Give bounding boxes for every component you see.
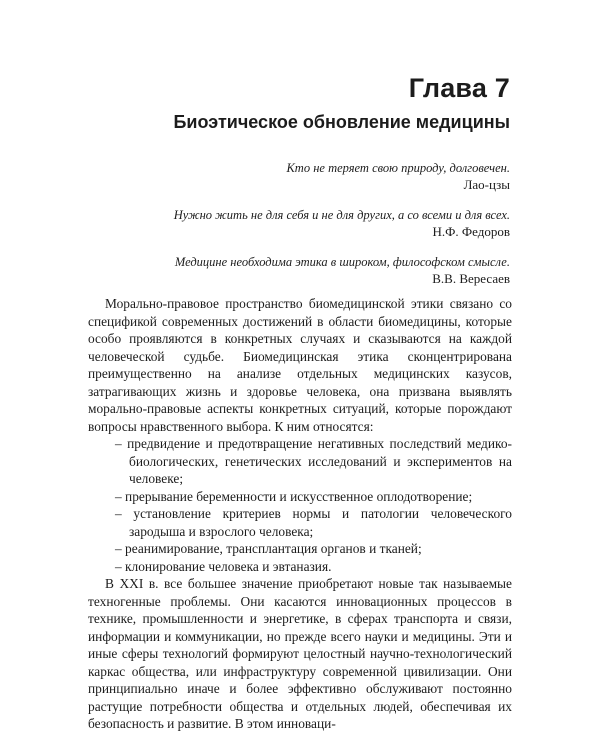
epigraph-author: Н.Ф. Федоров (432, 224, 510, 239)
epigraph (90, 207, 510, 240)
epigraphs (90, 160, 510, 301)
paragraph: В XXI в. все большее значение приобретают новые так называемые техногенные проблемы. Они касаются инновационных процессов в технике, промышленности и энергетике, в сферах транспорта и связи, информации и коммуникации, но прежде всего науки и медицины. Эти и иные сферы технологий формируют целостный научно-технологический каркас общества, или инфраструктуру современной цивилизации. Они принципиально иначе и более эффективно обслуживают постоянно растущие потребности общества и отдельных людей, обеспечивая их безопасность и развитие. В этом инноваци- (88, 576, 512, 731)
bullet-item: – клонирование человека и эвтаназия. (115, 558, 332, 574)
epigraph-text: Медицине необходима этика в широком, философском смысле. (174, 255, 510, 269)
chapter-subtitle: Биоэтическое обновление медицины (173, 112, 510, 132)
bullet-item: – прерывание беременности и искусственное оплодотворение; (115, 488, 473, 504)
paragraph: Морально-правовое пространство биомедицинской этики связано со спецификой современных достижений в области биомедицины, которые особо проявляются в конкретных случаях и сказываются на каждой человеческой судьбе. Биомедицинская этика сконцентрирована преимущественно на анализе отдельных медицинских казусов, затрагивающих жизнь и здоровье человека, она призвана выявлять морально-правовые аспекты конкретных ситуаций, которые порождают вопросы нравственного выбора. К ним относятся: (88, 296, 512, 434)
bullet-list (88, 435, 512, 575)
epigraph-author: В.В. Вересаев (432, 271, 510, 286)
body-text (88, 295, 512, 733)
bullet-item: – установление критериев нормы и патологии человеческого зародыша и взрослого человека; (115, 506, 512, 539)
epigraph-text: Кто не теряет свою природу, долговечен. (286, 161, 510, 175)
epigraph (90, 254, 510, 287)
epigraph (90, 160, 510, 193)
epigraph-author: Лао-цзы (463, 177, 510, 192)
bullet-item: – предвидение и предотвращение негативных последствий медико-биологических, генетических исследований и экспериментов на человеке; (115, 436, 512, 486)
epigraph-text: Нужно жить не для себя и не для других, а со всеми и для всех. (173, 208, 510, 222)
chapter-title: Глава 7 (408, 73, 510, 103)
bullet-item: – реанимирование, трансплантация органов и тканей; (115, 541, 422, 556)
